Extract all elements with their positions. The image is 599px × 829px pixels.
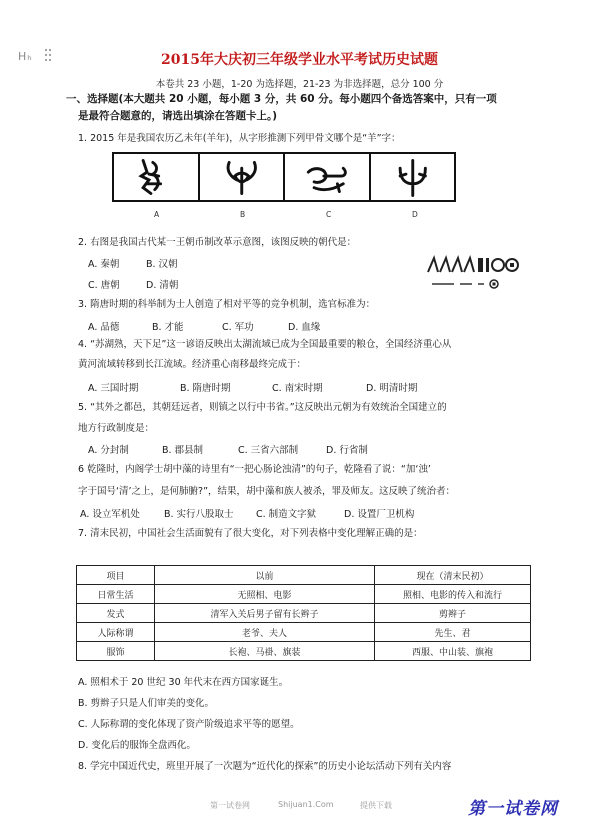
table-cell: 西服、中山装、旗袍 [375, 642, 531, 661]
glyph-label-a: A [154, 210, 160, 219]
table-cell: 长袍、马褂、旗装 [155, 642, 375, 661]
table-cell: 人际称谓 [77, 623, 155, 642]
section-heading-line1: 一、选择题(本大题共 20 小题，每小题 3 分，共 60 分。每小题四个备选答案中，只有一项 [66, 93, 497, 105]
q6-option-c[interactable]: C. 制造文字狱 [256, 509, 317, 520]
q2-option-a[interactable]: A. 秦朝 [88, 259, 120, 270]
q2-option-d[interactable]: D. 清朝 [146, 280, 179, 291]
oracle-glyph-d-icon [371, 154, 455, 200]
q6-stem-line1: 6 乾隆时，内阁学士胡中藻的诗里有“一把心肠论浊清”的句子，乾隆看了说：“加‘浊’ [78, 464, 431, 475]
q8-stem: 8. 学完中国近代史，班里开展了一次题为“近代化的探索”的历史小论坛活动下列有关内容 [78, 761, 452, 772]
table-header-cell: 项目 [77, 566, 155, 585]
q7-option-a[interactable]: A. 照相术于 20 世纪 30 年代末在西方国家诞生。 [78, 677, 289, 688]
oracle-glyph-c-icon [285, 154, 369, 200]
q5-option-d[interactable]: D. 行省制 [326, 445, 368, 456]
table-cell: 日常生活 [77, 585, 155, 604]
q2-option-c[interactable]: C. 唐朝 [88, 280, 120, 291]
table-cell: 剪辫子 [375, 604, 531, 623]
table-cell: 发式 [77, 604, 155, 623]
table-row [77, 604, 531, 623]
q4-option-c[interactable]: C. 南宋时期 [272, 383, 323, 394]
ancient-coin-figure-icon [424, 250, 522, 296]
exam-title: 2015年大庆初三年级学业水平考试历史试题 [161, 52, 438, 68]
glyph-label-d: D [412, 210, 418, 219]
table-cell: 照相、电影的传入和流行 [375, 585, 531, 604]
table-header-cell: 以前 [155, 566, 375, 585]
q3-option-a[interactable]: A. 品德 [88, 322, 120, 333]
site-watermark-logo: 第一试卷网 [468, 799, 558, 819]
q7-stem: 7. 清末民初，中国社会生活面貌有了很大变化，对下列表格中变化理解正确的是： [78, 528, 423, 539]
q5-stem-line1: 5. “其外之都邑，其朝廷远者，则镇之以行中书省。”这反映出元朝为有效统治全国建立的 [78, 402, 447, 413]
q5-stem-line2: 地方行政制度是： [78, 423, 155, 434]
q2-option-b[interactable]: B. 汉朝 [146, 259, 178, 270]
glyph-c [285, 154, 371, 200]
table-row [77, 585, 531, 604]
q7-option-b[interactable]: B. 剪辫子只是人们审美的变化。 [78, 698, 215, 709]
table-cell: 服饰 [77, 642, 155, 661]
margin-heading-marker: Hₕ [18, 50, 33, 63]
table-header-row [77, 566, 531, 585]
q4-stem-line1: 4. “苏湖熟，天下足”这一谚语反映出太湖流域已成为全国最重要的粮仓，全国经济重心从 [78, 339, 452, 350]
q5-option-c[interactable]: C. 三省六部制 [238, 445, 299, 456]
q7-option-c[interactable]: C. 人际称谓的变化体现了资产阶级追求平等的愿望。 [78, 719, 300, 730]
social-change-table [76, 565, 531, 661]
q5-option-a[interactable]: A. 分封制 [88, 445, 129, 456]
table-row [77, 642, 531, 661]
footer-site-url[interactable]: Shijuan1.Com [278, 800, 334, 809]
table-cell: 先生、君 [375, 623, 531, 642]
q4-option-a[interactable]: A. 三国时期 [88, 383, 139, 394]
section-heading-line2: 是最符合题意的，请选出填涂在答题卡上。) [78, 110, 278, 122]
table-cell: 无照相、电影 [155, 585, 375, 604]
q2-stem: 2. 右图是我国古代某一王朝币制改革示意图，该图反映的朝代是： [78, 237, 357, 248]
glyph-label-b: B [240, 210, 246, 219]
glyph-label-c: C [326, 210, 332, 219]
q3-option-c[interactable]: C. 军功 [222, 322, 254, 333]
q4-stem-line2: 黄河流域转移到长江流域。经济重心南移最终完成于： [78, 359, 307, 370]
q3-option-b[interactable]: B. 才能 [152, 322, 184, 333]
q1-stem: 1. 2015 年是我国农历乙未年(羊年)，从字形推测下列甲骨文哪个是“羊”字： [78, 133, 401, 144]
q3-stem: 3. 隋唐时期的科举制为士人创造了相对平等的竞争机制，选官标准为： [78, 299, 376, 310]
table-row [77, 623, 531, 642]
oracle-bone-glyph-panel [112, 152, 456, 202]
q7-option-d[interactable]: D. 变化后的服饰全盘西化。 [78, 740, 196, 751]
q6-stem-line2: 字于国号‘清’之上，是何肺腑?”，结果，胡中藻和族人被杀，罪及师友。这反映了统治者： [78, 486, 456, 497]
footer-download-text: 提供下载 [360, 801, 392, 810]
table-header-cell: 现在（清末民初） [375, 566, 531, 585]
q4-option-b[interactable]: B. 隋唐时期 [180, 383, 231, 394]
oracle-glyph-b-icon [200, 154, 284, 200]
glyph-a [114, 154, 200, 200]
table-cell: 老爷、夫人 [155, 623, 375, 642]
q6-option-b[interactable]: B. 实行八股取士 [164, 509, 234, 520]
footer-site-name: 第一试卷网 [210, 801, 250, 810]
table-cell: 清军入关后男子留有长辫子 [155, 604, 375, 623]
q3-option-d[interactable]: D. 血缘 [288, 322, 321, 333]
q6-option-d[interactable]: D. 设置厂卫机构 [344, 509, 415, 520]
glyph-b [200, 154, 286, 200]
oracle-glyph-a-icon [114, 154, 198, 200]
q4-option-d[interactable]: D. 明清时期 [366, 383, 418, 394]
q6-option-a[interactable]: A. 设立军机处 [80, 509, 140, 520]
exam-subtitle: 本卷共 23 小题，1-20 为选择题，21-23 为非选择题，总分 100 分 [155, 79, 444, 90]
glyph-d [371, 154, 455, 200]
q5-option-b[interactable]: B. 郡县制 [162, 445, 204, 456]
